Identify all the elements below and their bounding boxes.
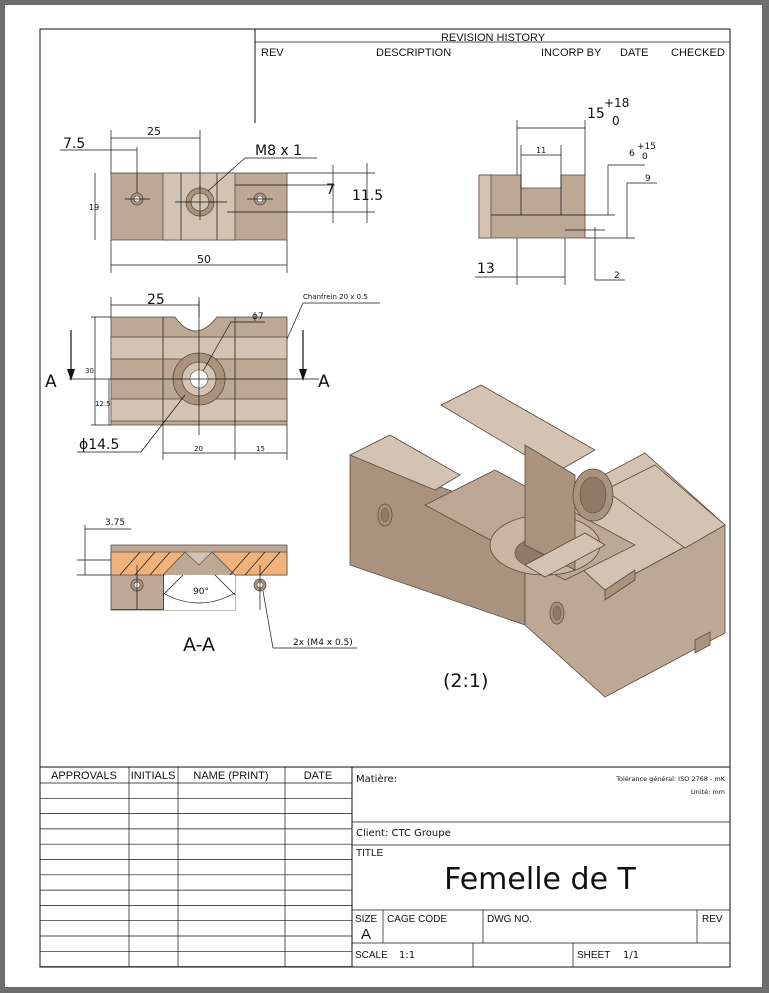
revision-history-table — [255, 29, 730, 123]
front-view — [45, 292, 380, 460]
approval-date-header: DATE — [303, 770, 333, 782]
dim-top-thread: M8 x 1 — [255, 143, 303, 159]
section-label: A-A — [183, 634, 216, 656]
side-view — [475, 96, 657, 285]
dim-side-13: 13 — [477, 261, 495, 277]
dim-side-15-tol-lower: 0 — [612, 114, 620, 128]
dim-top-50: 50 — [197, 253, 211, 266]
sheet-label: SHEET — [577, 950, 611, 961]
client-label: Client: CTC Groupe — [356, 828, 451, 839]
dwg-no-label: DWG NO. — [487, 914, 532, 925]
dim-side-15: 15 — [587, 106, 605, 122]
dim-top-25: 25 — [147, 125, 161, 138]
tolerance-note: Tolérance général: ISO 2768 - mK — [616, 775, 725, 783]
drawing-canvas — [5, 5, 762, 987]
material-label: Matière: — [356, 774, 398, 785]
revision-heading: REVISION HISTORY — [440, 32, 546, 44]
dim-top-7: 7 — [326, 182, 335, 198]
dim-front-30: 30 — [85, 367, 94, 375]
side-view-body — [479, 175, 585, 238]
top-view — [60, 125, 383, 273]
approvals-header: APPROVALS — [51, 770, 117, 782]
scale-label: SCALE — [355, 950, 388, 961]
cage-code-label: CAGE CODE — [387, 914, 448, 925]
drawing-title: Femelle de T — [444, 862, 636, 897]
dim-section-3-75: 3.75 — [105, 518, 126, 528]
dim-front-25: 25 — [147, 292, 165, 308]
dim-front-diameter-14-5: ϕ14.5 — [79, 437, 120, 453]
dim-front-15: 15 — [256, 445, 265, 453]
size-value: A — [361, 926, 372, 943]
drawing-sheet — [5, 5, 762, 987]
revision-col-incorp-by: INCORP BY — [541, 47, 602, 59]
dim-front-20: 20 — [194, 445, 203, 453]
sheet-value: 1/1 — [623, 950, 640, 961]
revision-col-date: DATE — [620, 47, 649, 59]
scale-value: 1:1 — [399, 950, 416, 961]
dim-top-7-5: 7.5 — [63, 136, 86, 152]
dim-section-90deg: 90° — [193, 587, 209, 597]
dim-side-6: 6 — [629, 149, 635, 159]
section-mark-left: A — [45, 372, 57, 392]
dim-side-6-tol-lower: 0 — [642, 152, 648, 162]
title-block — [352, 773, 730, 967]
name-print-header: NAME (PRINT) — [193, 770, 269, 782]
revision-col-rev: REV — [261, 47, 284, 59]
dim-side-6-tol-upper: +15 — [637, 142, 656, 152]
revision-col-description: DESCRIPTION — [376, 47, 452, 59]
section-view — [77, 518, 357, 656]
title-label: TITLE — [356, 848, 384, 859]
revision-col-checked: CHECKED — [671, 47, 725, 59]
rev-label: REV — [702, 914, 723, 925]
dim-top-11-5: 11.5 — [352, 188, 384, 204]
dim-side-2: 2 — [614, 271, 620, 281]
dim-section-thread: 2x (M4 x 0.5) — [293, 638, 353, 648]
dim-side-9: 9 — [645, 174, 651, 184]
section-mark-right: A — [318, 372, 330, 392]
initials-header: INITIALS — [130, 770, 176, 782]
size-label: SIZE — [355, 914, 378, 925]
iso-scale-label: (2:1) — [443, 670, 489, 692]
dim-front-diameter-7: ϕ7 — [252, 312, 264, 322]
dim-front-12-5: 12.5 — [95, 400, 111, 408]
dim-front-chamfer: Chanfrein 20 x 0.5 — [303, 293, 368, 301]
dim-top-19: 19 — [89, 203, 100, 212]
dim-side-11: 11 — [536, 146, 547, 155]
isometric-view — [350, 385, 725, 697]
dim-side-15-tol-upper: +18 — [604, 96, 630, 110]
unit-note: Unité: mm — [690, 788, 725, 796]
